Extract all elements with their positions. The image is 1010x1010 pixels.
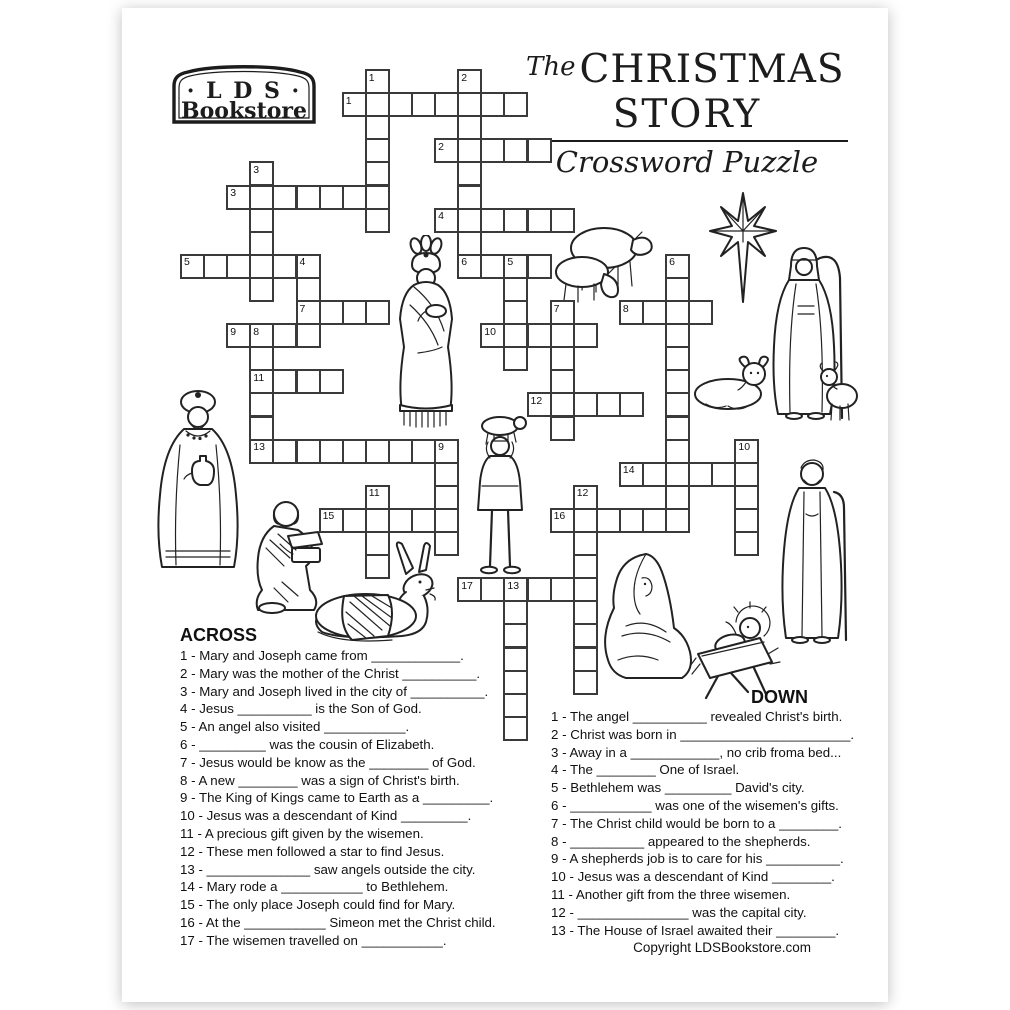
grid-cell[interactable] [642,300,667,325]
down-clue-list [551,708,854,939]
grid-cell-number: 14 [622,464,635,477]
grid-cell-number: 1 [345,94,352,107]
grid-cell[interactable] [457,115,482,140]
grid-cell[interactable] [249,208,274,233]
grid-cell[interactable] [249,277,274,302]
grid-cell[interactable] [550,323,575,348]
grid-cell-number: 7 [299,302,306,315]
grid-cell[interactable] [480,92,505,117]
grid-cell[interactable] [550,577,575,602]
grid-cell[interactable] [503,346,528,371]
clue: 10 - Jesus was a descendant of Kind ________. [551,869,835,885]
grid-cell[interactable] [365,439,390,464]
lamb-lying-illustration [692,354,770,412]
clue: 11 - A precious gift given by the wisemen. [180,825,424,841]
grid-cell-number: 5 [184,256,190,269]
grid-cell[interactable] [457,208,482,233]
grid-cell[interactable] [388,439,413,464]
title-the: The [526,52,576,82]
grid-cell[interactable] [503,92,528,117]
grid-cell[interactable] [596,392,621,417]
clue: 12 - These men followed a star to find Jesus. [180,843,445,859]
grid-cell[interactable] [665,323,690,348]
grid-cell[interactable] [503,300,528,325]
grid-cell[interactable] [249,185,274,210]
clue: 9 - A shepherds job is to care for his __________. [551,851,844,867]
grid-cell[interactable] [665,462,690,487]
grid-cell-number: 2 [461,71,468,84]
grid-cell[interactable] [319,185,344,210]
grid-cell[interactable] [527,138,552,163]
grid-cell[interactable] [665,300,690,325]
logo-line2: Bookstore [181,98,307,124]
grid-cell[interactable] [665,346,690,371]
logo-line1: · L D S · [186,78,302,104]
grid-cell[interactable] [342,439,367,464]
grid-cell[interactable] [503,623,528,648]
grid-cell[interactable] [503,670,528,695]
grid-cell[interactable] [503,693,528,718]
grid-cell[interactable] [319,439,344,464]
clue: 1 - The angel __________ revealed Christ's birth. [551,709,843,724]
clue: 5 - Bethlehem was _________ David's city. [551,780,805,796]
grid-cell[interactable] [296,439,321,464]
clue: 6 - _________ was the cousin of Elizabeth. [180,736,435,752]
grid-cell-number: 4 [438,210,444,223]
printable-page [122,8,888,1002]
grid-cell-number: 13 [253,441,265,454]
grid-cell[interactable] [249,346,274,371]
grid-cell[interactable] [388,508,413,533]
clue: 7 - The Christ child would be born to a ________. [551,815,842,831]
across-clue-list [180,647,496,950]
grid-cell[interactable] [734,485,759,510]
grid-cell[interactable] [665,439,690,464]
grid-cell[interactable] [365,161,390,186]
grid-cell[interactable] [203,254,228,279]
grid-cell-number: 3 [230,187,237,199]
grid-cell-number: 15 [322,510,335,523]
clue: 1 - Mary and Joseph came from ____________. [180,648,464,663]
clue: 13 - The House of Israel awaited their ________. [551,922,840,938]
clue: 10 - Jesus was a descendant of Kind _________. [180,808,472,824]
grid-cell-number: 17 [461,579,473,592]
grid-cell[interactable] [249,254,274,279]
grid-cell-number: 1 [368,71,375,84]
clue: 14 - Mary rode a ___________ to Bethlehem. [180,879,449,895]
grid-cell-number: 8 [622,302,629,315]
clue: 11 - Another gift from the three wisemen. [551,886,791,902]
grid-cell-number: 3 [253,163,260,176]
grid-cell-number: 7 [553,302,560,315]
grid-cell[interactable] [550,369,575,394]
grid-cell-number: 12 [530,394,543,407]
grid-cell[interactable] [665,485,690,510]
grid-cell[interactable] [457,92,482,117]
grid-cell[interactable] [734,462,759,487]
grid-cell-number: 9 [438,441,444,454]
grid-cell[interactable] [619,508,644,533]
grid-cell[interactable] [365,185,390,210]
grid-cell[interactable] [665,416,690,441]
clue: 12 - _______________ was the capital city. [551,904,807,920]
grid-cell-number: 4 [299,256,306,269]
grid-cell[interactable] [550,416,575,441]
grid-cell[interactable] [550,346,575,371]
grid-cell-number: 10 [738,441,751,454]
grid-cell-number: 9 [230,325,237,338]
grid-cell-number: 2 [438,140,444,153]
grid-cell[interactable] [457,138,482,163]
clue: 13 - ______________ saw angels outside the city. [180,861,476,877]
grid-cell[interactable] [365,138,390,163]
grid-cell[interactable] [434,92,459,117]
grid-cell[interactable] [527,323,552,348]
clue: 3 - Away in a ____________, no crib froma bed... [551,744,842,760]
grid-cell[interactable] [665,277,690,302]
grid-cell[interactable] [503,138,528,163]
grid-cell[interactable] [503,716,528,741]
clue: 2 - Christ was born in _______________________. [551,726,855,742]
across-header: ACROSS [180,625,258,645]
grid-cell[interactable] [296,369,321,394]
grid-cell-number: 5 [507,256,514,269]
grid-cell[interactable] [365,92,390,117]
grid-cell[interactable] [296,277,321,302]
grid-cell[interactable] [503,208,528,233]
grid-cell[interactable] [480,254,505,279]
grid-cell[interactable] [573,323,598,348]
grid-cell-number: 13 [507,579,520,592]
down-header: DOWN [751,687,808,707]
clue: 7 - Jesus would be know as the ________ of God. [180,754,476,770]
grid-cell[interactable] [434,485,459,510]
grid-cell[interactable] [319,369,344,394]
grid-cell[interactable] [365,508,390,533]
clue: 2 - Mary was the mother of the Christ __________. [180,665,481,681]
grid-cell[interactable] [296,185,321,210]
grid-cell[interactable] [365,208,390,233]
grid-cell[interactable] [665,508,690,533]
grid-cell[interactable] [480,138,505,163]
clue: 17 - The wisemen travelled on ___________. [180,932,447,948]
sheep-pair-illustration [548,218,660,303]
grid-cell[interactable] [457,185,482,210]
clue: 15 - The only place Joseph could find for Mary. [180,897,456,913]
grid-cell[interactable] [711,462,736,487]
title-subtitle: Crossword Puzzle [555,144,819,179]
grid-cell-number: 16 [553,510,566,523]
grid-cell-number: 6 [461,256,468,269]
donkey-with-blanket-illustration [302,538,452,650]
grid-cell[interactable] [503,323,528,348]
grid-cell[interactable] [573,508,598,533]
grid-cell[interactable] [342,300,367,325]
grid-cell[interactable] [734,508,759,533]
grid-cell[interactable] [272,254,297,279]
grid-cell[interactable] [503,600,528,625]
grid-cell[interactable] [411,508,436,533]
grid-cell[interactable] [411,439,436,464]
grid-cell[interactable] [550,392,575,417]
grid-cell[interactable] [503,647,528,672]
grid-cell[interactable] [665,369,690,394]
grid-cell-number: 11 [253,371,265,384]
clue: 16 - At the ___________ Simeon met the Christ child. [180,914,496,930]
clue: 5 - An angel also visited ___________. [180,719,410,735]
grid-cell[interactable] [226,254,251,279]
copyright-text: Copyright LDSBookstore.com [633,940,811,955]
wiseman-standing-illustration [384,235,466,431]
grid-cell-number: 12 [576,487,589,500]
grid-cell[interactable] [342,508,367,533]
grid-cell-number: 6 [669,256,675,269]
clue: 3 - Mary and Joseph lived in the city of __________. [180,683,489,699]
grid-cell[interactable] [296,323,321,348]
clue: 6 - ___________ was one of the wisemen's gifts. [551,797,839,813]
grid-cell[interactable] [342,185,367,210]
grid-cell[interactable] [642,508,667,533]
grid-cell[interactable] [434,462,459,487]
grid-cell[interactable] [665,392,690,417]
grid-cell[interactable] [388,92,413,117]
grid-cell[interactable] [457,161,482,186]
grid-cell[interactable] [503,277,528,302]
grid-cell[interactable] [365,115,390,140]
grid-cell[interactable] [272,369,297,394]
clue: 9 - The King of Kings came to Earth as a _________. [180,790,494,806]
grid-cell[interactable] [596,508,621,533]
lamb-small-illustration [818,358,860,422]
grid-cell-number: 8 [253,325,260,338]
clue: 8 - __________ appeared to the shepherds. [551,833,811,849]
title-story: STORY [612,91,762,137]
grid-cell[interactable] [480,208,505,233]
grid-cell[interactable] [434,508,459,533]
grid-cell[interactable] [272,323,297,348]
grid-cell[interactable] [411,92,436,117]
grid-cell[interactable] [319,300,344,325]
clue: 4 - Jesus __________ is the Son of God. [180,701,422,717]
grid-cell-number: 10 [484,325,496,338]
baby-jesus-in-manger-illustration [688,592,783,702]
grid-cell[interactable] [249,231,274,256]
grid-cell-number: 11 [368,487,380,500]
grid-cell[interactable] [642,462,667,487]
shepherd-boy-with-lamb-illustration [462,410,540,585]
title-christmas: CHRISTMAS [579,47,845,92]
grid-cell[interactable] [619,392,644,417]
grid-cell[interactable] [272,185,297,210]
grid-cell[interactable] [688,462,713,487]
grid-cell[interactable] [734,531,759,556]
clue: 4 - The ________ One of Israel. [551,762,740,778]
grid-cell[interactable] [573,392,598,417]
grid-cell[interactable] [272,439,297,464]
clue: 8 - A new ________ was a sign of Christ's birth. [180,772,460,788]
